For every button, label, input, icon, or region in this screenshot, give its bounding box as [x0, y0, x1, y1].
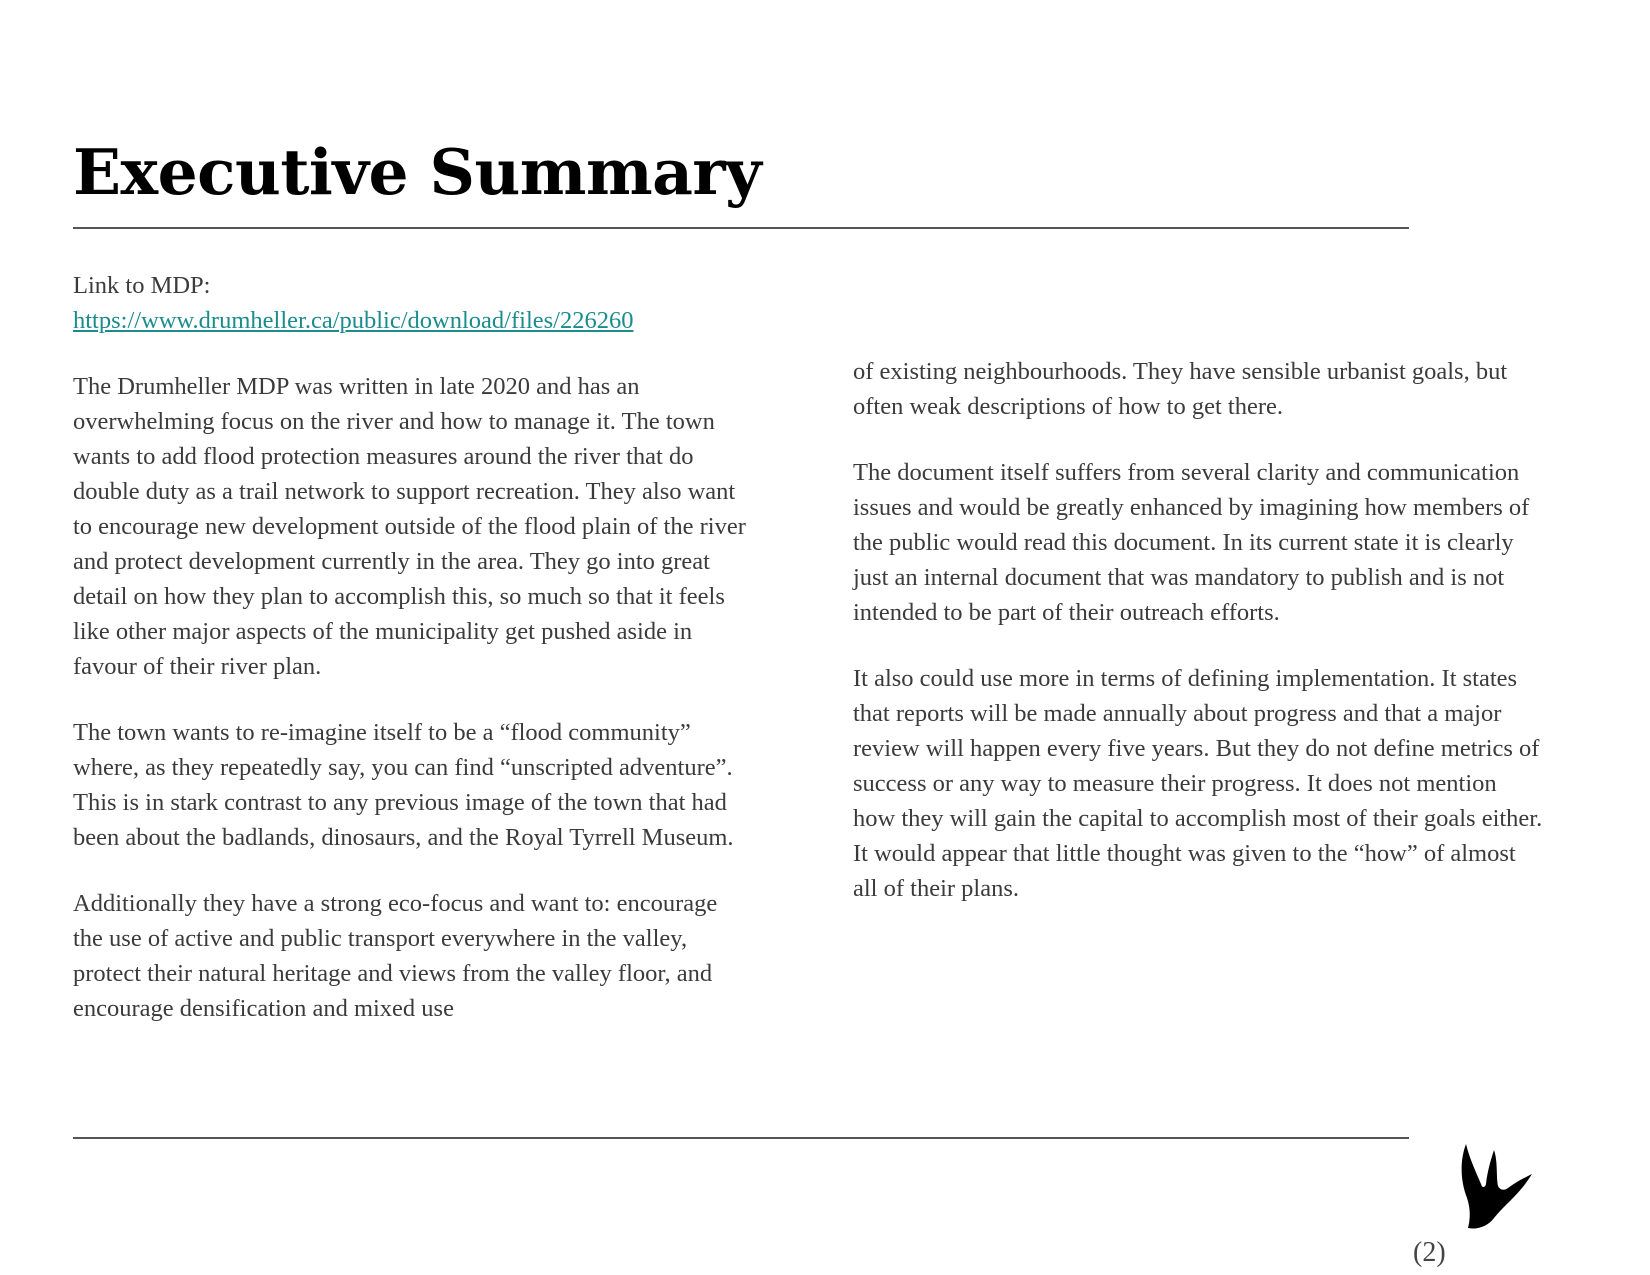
page-title: Executive Summary [73, 135, 762, 209]
mdp-link[interactable]: https://www.drumheller.ca/public/download/files/226260 [73, 307, 634, 334]
paragraph-5: It also could use more in terms of defining implementation. It states that reports will be made annually about progress and that a major review will happen every five years. But they do not define metrics of success or any way to measure their progress. It does not mention how they will gain the capital to accomplish most of their goals either. It would appear that little thought was given to the “how” of almost all of their plans. [853, 665, 1543, 902]
paragraph-3-part-1: Additionally they have a strong eco-focus and want to: encourage the use of active and public transport everywhere in the valley, protect their natural heritage and views from the valley floor, and encourage densification and mixed use [73, 890, 718, 1022]
paragraph-2: The town wants to re-imagine itself to be a “flood community” where, as they repeatedly say, you can find “unscripted adventure”. This is in stark contrast to any previous image of the town that had been about the badlands, dinosaurs, and the Royal Tyrrell Museum. [73, 719, 734, 851]
paragraph-3-part-2: of existing neighbourhoods. They have sensible urbanist goals, but often weak descriptions of how to get there. [853, 358, 1508, 420]
top-divider [73, 227, 1409, 229]
left-column [73, 268, 753, 1026]
dinosaur-footprint-icon [1456, 1144, 1532, 1230]
paragraph-1: The Drumheller MDP was written in late 2020 and has an overwhelming focus on the river and how to manage it. The town wants to add flood protection measures around the river that do double duty as a trail network to support recreation. They also want to encourage new development outside of the flood plain of the river and protect development currently in the area. They go into great detail on how they plan to accomplish this, so much so that it feels like other major aspects of the municipality get pushed aside in favour of their river plan. [73, 373, 746, 680]
page-number: (2) [1413, 1237, 1446, 1268]
paragraph-4: The document itself suffers from several clarity and communication issues and would be greatly enhanced by imagining how members of the public would read this document. In its current state it is clearly just an internal document that was mandatory to publish and is not intended to be part of their outreach efforts. [853, 459, 1530, 626]
bottom-divider [73, 1137, 1409, 1139]
right-column [853, 354, 1543, 906]
mdp-link-label: Link to MDP: [73, 272, 211, 299]
